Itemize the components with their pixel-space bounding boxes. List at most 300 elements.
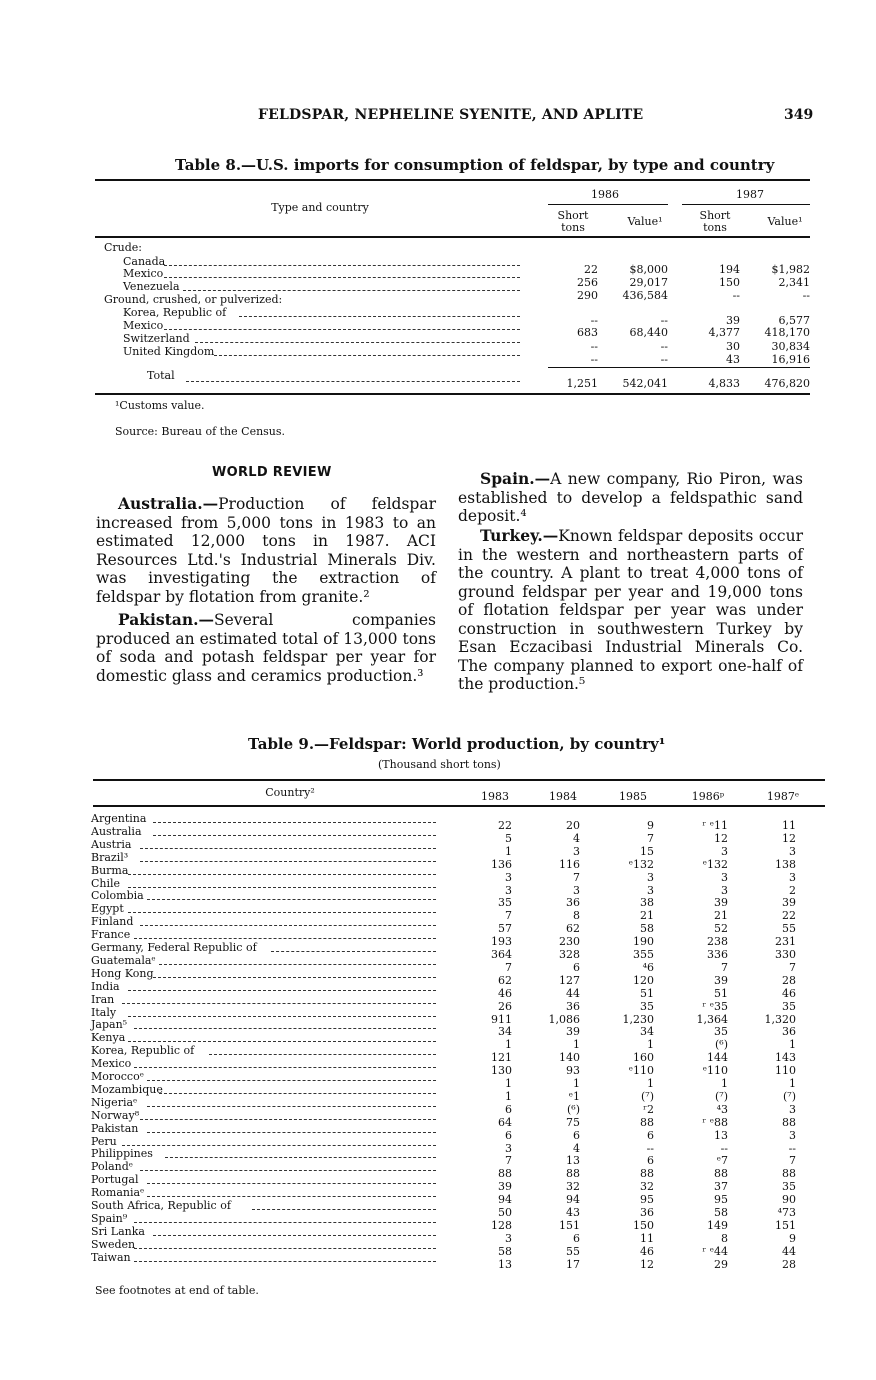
table9-cell: 3 xyxy=(647,883,654,897)
table9-cell: 3 xyxy=(721,870,728,884)
table9-cell: 7 xyxy=(647,831,654,845)
table9-cell: 12 xyxy=(714,831,728,845)
table9-cell: 3 xyxy=(789,1102,796,1116)
table8-cell: 418,170 xyxy=(764,326,810,339)
table9-cell: 4 xyxy=(573,831,580,845)
table9-cell: 3 xyxy=(573,883,580,897)
table9-cell: 1 xyxy=(647,1077,654,1090)
table9-cell: 17 xyxy=(566,1257,580,1271)
table9-cell: 1 xyxy=(505,844,512,858)
table9-cell: 95 xyxy=(640,1193,654,1207)
spain-head: Spain.— xyxy=(480,469,551,488)
table9-country: South Africa, Republic of xyxy=(91,1199,231,1212)
table9-cell: 336 xyxy=(707,948,728,961)
table9-cell: 58 xyxy=(640,922,654,936)
table8-cell: -- xyxy=(732,289,740,302)
table9-country: Burma xyxy=(91,863,129,877)
table8-cell: -- xyxy=(802,289,810,302)
table9-cell: 75 xyxy=(566,1115,580,1129)
table9-cell: 1 xyxy=(573,1038,580,1052)
table8-short-tons-1986: Short tons xyxy=(557,209,589,234)
table9-cell: ⁴6 xyxy=(642,960,654,974)
table9-cell: -- xyxy=(720,1141,728,1155)
table8-cell: -- xyxy=(660,340,668,353)
table9-cell: 6 xyxy=(573,960,580,974)
table9-cell: 6 xyxy=(647,1128,654,1142)
table9-row-leader xyxy=(134,1067,436,1068)
table9-cell: 51 xyxy=(640,986,654,1000)
table9-cell: 35 xyxy=(782,1180,796,1194)
table9-cell: 6 xyxy=(573,1231,580,1245)
table9-cell: 127 xyxy=(559,973,580,987)
table8-cell: -- xyxy=(660,353,668,366)
table9-country: Colombia xyxy=(91,889,144,903)
table9-cell: 138 xyxy=(775,857,796,871)
table9-row-leader xyxy=(153,822,436,823)
table9-cell: ᵉ1 xyxy=(568,1089,580,1103)
table9-row-leader xyxy=(165,1157,436,1158)
table9-country: France xyxy=(91,928,131,942)
table9-cell: 88 xyxy=(782,1167,796,1181)
table9-cell: 4 xyxy=(573,1141,580,1155)
table9-country: Taiwan xyxy=(91,1250,131,1264)
table8-total-rule xyxy=(548,367,810,368)
table9-cell: 7 xyxy=(789,1154,796,1168)
table8-cell: 30 xyxy=(726,340,740,353)
table9-cell: 36 xyxy=(640,1206,654,1219)
table8-row-leader xyxy=(183,290,520,291)
table9-cell: 32 xyxy=(566,1180,580,1194)
table8-source: Source: Bureau of the Census. xyxy=(115,425,286,438)
table8-total-leader xyxy=(186,381,520,382)
running-head: FELDSPAR, NEPHELINE SYENITE, AND APLITE xyxy=(258,107,644,123)
table9-cell: 13 xyxy=(714,1128,728,1142)
table8-year1-rule xyxy=(548,204,668,205)
table8-cell: 256 xyxy=(577,276,598,289)
table9-row-leader xyxy=(147,1080,436,1081)
table9-cell: 58 xyxy=(714,1206,728,1219)
table9-cell: (⁷) xyxy=(641,1089,654,1103)
table9-country: Austria xyxy=(91,837,132,851)
table8-row-leader xyxy=(164,265,520,266)
table9-country: Norway⁸ xyxy=(91,1108,140,1122)
table9-cell: 6 xyxy=(647,1154,654,1168)
spain-text: A new company, Rio Piron, was established to develop a feldspathic sand deposit.⁴ xyxy=(458,470,803,525)
table8-total-cell: 4,833 xyxy=(708,377,740,390)
table9-subtitle: (Thousand short tons) xyxy=(378,758,501,771)
table9-country: Australia xyxy=(91,824,142,838)
table9-cell: 88 xyxy=(782,1115,796,1129)
table9-cell: 21 xyxy=(640,909,654,923)
table9-cell: 151 xyxy=(775,1218,796,1232)
table8-cell: -- xyxy=(590,314,598,327)
table9-cell: 39 xyxy=(566,1025,580,1039)
table9-cell: 15 xyxy=(640,844,654,858)
table8-cell: 2,341 xyxy=(778,276,810,289)
table9-cell: 1,086 xyxy=(548,1012,580,1026)
table9-cell: 64 xyxy=(498,1115,512,1129)
table9-cell: ʳ2 xyxy=(643,1102,654,1116)
table9-cell: 3 xyxy=(721,883,728,897)
table8-cell: 68,440 xyxy=(629,326,668,339)
table8-cell: 436,584 xyxy=(622,289,668,302)
table9-cell: 34 xyxy=(640,1025,654,1039)
table9-cell: (⁷) xyxy=(783,1089,796,1103)
table8-value-1986: Value¹ xyxy=(627,215,663,228)
table9-cell: 3 xyxy=(505,883,512,897)
table9-top-rule xyxy=(93,779,825,781)
table8-total-cell: 1,251 xyxy=(566,377,598,390)
table9-row-leader xyxy=(271,951,436,952)
table9-row-leader xyxy=(134,1028,436,1029)
table9-row-leader xyxy=(128,874,436,875)
table9-row-leader xyxy=(159,964,436,965)
table9-cell: 39 xyxy=(498,1180,512,1194)
table9-cell: 37 xyxy=(714,1180,728,1194)
table9-cell: 231 xyxy=(775,935,796,949)
table9-cell: 3 xyxy=(789,1128,796,1142)
table9-cell: 6 xyxy=(505,1102,512,1116)
table9-cell: 13 xyxy=(498,1257,512,1271)
table9-cell: 193 xyxy=(491,935,512,949)
table9-row-leader xyxy=(252,1209,436,1210)
table9-cell: 8 xyxy=(573,909,580,923)
table9-row-leader xyxy=(147,1196,436,1197)
table9-cell: 1,364 xyxy=(696,1012,728,1026)
table8-header-rule xyxy=(95,236,810,238)
table9-cell: 911 xyxy=(491,1012,512,1026)
table9-cell: 38 xyxy=(640,896,654,910)
table8-row-leader xyxy=(214,355,520,356)
table9-cell: 29 xyxy=(714,1257,728,1271)
table9-cell: 7 xyxy=(505,960,512,974)
table9-cell: 136 xyxy=(491,857,512,871)
table9-country: Spain⁹ xyxy=(91,1211,128,1225)
table8-row-label: Switzerland xyxy=(123,332,190,345)
table9-cell: 7 xyxy=(505,909,512,923)
table9-cell: 39 xyxy=(714,973,728,987)
table9-country: Peru xyxy=(91,1134,117,1148)
table8-cell: -- xyxy=(590,353,598,366)
table9-cell: ᵉ7 xyxy=(716,1154,728,1168)
table8-cell: 29,017 xyxy=(629,276,668,289)
table9-country: Moroccoᵉ xyxy=(91,1070,144,1083)
table9-country: Polandᵉ xyxy=(91,1160,134,1174)
table9-cell: 9 xyxy=(647,819,654,832)
table8-total-label: Total xyxy=(147,369,175,382)
table8-cell: 6,577 xyxy=(778,314,810,327)
table9-country: India xyxy=(91,979,120,993)
australia-head: Australia.— xyxy=(118,494,219,513)
table9-cell: 151 xyxy=(559,1218,580,1232)
table9-cell: 94 xyxy=(566,1193,580,1207)
table9-country: Hong Kong xyxy=(91,966,154,980)
table9-country: Pakistan xyxy=(91,1121,139,1135)
table8-cell: 16,916 xyxy=(771,353,810,366)
australia-text: Production of feldspar increased from 5,000 tons in 1983 to an estimated 12,000 tons in 1987. ACI Resources Ltd.'s Industrial Minerals Div. was investigating the extraction of feldspar by flotation from granite.² xyxy=(96,495,436,606)
table9-cell: 1 xyxy=(789,1038,796,1052)
table9-cell: 140 xyxy=(559,1051,580,1065)
table9-cell: 32 xyxy=(640,1180,654,1194)
table9-cell: 11 xyxy=(640,1231,654,1245)
table9-cell: 35 xyxy=(498,896,512,910)
table8-row-leader xyxy=(164,277,520,278)
table9-cell: 95 xyxy=(714,1193,728,1207)
table9-country: Iran xyxy=(91,992,115,1006)
table9-cell: 7 xyxy=(721,960,728,974)
table9-cell: 46 xyxy=(498,986,512,1000)
table8-cell: $1,982 xyxy=(771,263,810,276)
table9-row-leader xyxy=(147,1106,436,1107)
table8-title: Table 8.—U.S. imports for consumption of feldspar, by type and country xyxy=(175,156,775,174)
table8-year2: 1987 xyxy=(736,188,764,201)
table9-cell: 121 xyxy=(491,1051,512,1065)
table9-cell: 44 xyxy=(782,1244,796,1258)
table9-cell: 12 xyxy=(640,1257,654,1271)
table9-cell: 3 xyxy=(505,870,512,884)
table9-header-rule xyxy=(93,805,825,807)
table9-cell: 90 xyxy=(782,1193,796,1207)
table9-cell: 88 xyxy=(498,1167,512,1181)
table8-row-label: Korea, Republic of xyxy=(123,306,227,319)
table9-row-leader xyxy=(153,835,436,836)
table8-row-label: Ground, crushed, or pulverized: xyxy=(104,293,283,306)
table9-country: Mexico xyxy=(91,1057,132,1071)
table9-cell: -- xyxy=(788,1141,796,1155)
table9-country: Argentina xyxy=(91,812,147,825)
table9-row-leader xyxy=(128,1041,436,1042)
table9-cell: 1 xyxy=(573,1077,580,1090)
table9-cell: 62 xyxy=(566,922,580,936)
table8-row-label: Venezuela xyxy=(123,280,180,293)
table9-cell: 1 xyxy=(505,1077,512,1090)
table8-cell: -- xyxy=(660,314,668,327)
table9-country: Korea, Republic of xyxy=(91,1044,195,1058)
table8-total-cell: 476,820 xyxy=(764,377,810,390)
table8-footnote: ¹Customs value. xyxy=(115,399,205,412)
table8-col-label: Type and country xyxy=(271,201,369,214)
table9-cell: 93 xyxy=(566,1064,580,1078)
table9-country: Japan⁵ xyxy=(91,1018,128,1032)
table9-country: Nigeriaᵉ xyxy=(91,1095,138,1109)
australia-paragraph xyxy=(96,495,436,606)
table9-cell: 3 xyxy=(573,844,580,858)
table9-row-leader xyxy=(140,925,436,926)
table9-cell: ʳ ᵉ11 xyxy=(702,819,728,832)
table9-cell: 1 xyxy=(789,1077,796,1090)
table8-cell: 683 xyxy=(577,326,598,339)
table9-header-1987: 1987ᵉ xyxy=(766,790,800,803)
table9-cell: 35 xyxy=(714,1025,728,1039)
table8-cell: 39 xyxy=(726,314,740,327)
table9-cell: ᵉ132 xyxy=(702,857,728,871)
table9-cell: 28 xyxy=(782,973,796,987)
table8-cell: 150 xyxy=(719,276,740,289)
table9-country: Chile xyxy=(91,876,121,890)
table9-cell: 36 xyxy=(566,999,580,1013)
table8-row-label: Mexico xyxy=(123,319,164,332)
table9-cell: 44 xyxy=(566,986,580,1000)
table9-row-leader xyxy=(147,1132,436,1133)
table9-cell: 13 xyxy=(566,1154,580,1168)
table9-cell: 55 xyxy=(782,922,796,936)
table9-cell: 39 xyxy=(782,896,796,910)
table9-cell: 12 xyxy=(782,831,796,845)
table9-cell: 51 xyxy=(714,986,728,1000)
table9-cell: ʳ ᵉ88 xyxy=(702,1115,728,1129)
table9-cell: 46 xyxy=(782,986,796,1000)
table9-cell: 3 xyxy=(789,844,796,858)
table9-cell: 6 xyxy=(573,1128,580,1142)
table9-cell: 35 xyxy=(640,999,654,1013)
table9-country: Sweden xyxy=(91,1237,136,1251)
table9-cell: 3 xyxy=(789,870,796,884)
table9-cell: 144 xyxy=(707,1051,728,1065)
table9-cell: 46 xyxy=(640,1244,654,1258)
table9-cell: 88 xyxy=(640,1167,654,1181)
table9-cell: -- xyxy=(646,1141,654,1155)
table9-cell: 88 xyxy=(566,1167,580,1181)
table9-cell: 36 xyxy=(782,1025,796,1039)
table9-cell: 43 xyxy=(566,1206,580,1219)
pakistan-head: Pakistan.— xyxy=(118,610,215,629)
table9-row-leader xyxy=(134,938,436,939)
table9-cell: ⁴73 xyxy=(777,1206,796,1219)
table9-cell: 190 xyxy=(633,935,654,949)
table9-cell: ⁴3 xyxy=(716,1102,728,1116)
table9-cell: ʳ ᵉ44 xyxy=(702,1244,728,1258)
table9-cell: 57 xyxy=(498,922,512,936)
table9-header-1983: 1983 xyxy=(481,790,509,803)
table9-row-leader xyxy=(140,1119,436,1120)
table9-cell: ʳ ᵉ35 xyxy=(702,999,728,1013)
table9-country: Finland xyxy=(91,915,134,929)
table9-row-leader xyxy=(140,848,436,849)
table9-cell: 22 xyxy=(782,909,796,923)
table9-cell: 3 xyxy=(721,844,728,858)
table9-row-leader xyxy=(128,990,436,991)
table8-short-tons-1987: Short tons xyxy=(699,209,731,234)
table9-cell: 58 xyxy=(498,1244,512,1258)
table8-total-cell: 542,041 xyxy=(622,377,668,390)
table9-cell: 55 xyxy=(566,1244,580,1258)
table8-row-label: Crude: xyxy=(104,241,143,254)
table9-row-leader xyxy=(122,1003,436,1004)
table9-row-leader xyxy=(128,912,436,913)
table8-row-label: United Kingdom xyxy=(123,345,215,358)
table9-cell: 3 xyxy=(505,1231,512,1245)
table9-cell: (⁶) xyxy=(567,1102,580,1116)
table8-cell: 194 xyxy=(719,263,740,276)
table9-cell: 7 xyxy=(573,870,580,884)
table8-year2-rule xyxy=(682,204,810,205)
table9-cell: 6 xyxy=(505,1128,512,1142)
table9-title: Table 9.—Feldspar: World production, by country¹ xyxy=(248,735,666,753)
spain-paragraph xyxy=(458,470,803,526)
table9-cell: 1 xyxy=(505,1089,512,1103)
table9-cell: 34 xyxy=(498,1025,512,1039)
table9-row-leader xyxy=(147,899,436,900)
table9-country: Guatemalaᵉ xyxy=(91,953,156,967)
table9-cell: 1 xyxy=(721,1077,728,1090)
table9-cell: 50 xyxy=(498,1206,512,1219)
table9-cell: 328 xyxy=(559,948,580,961)
table9-cell: 7 xyxy=(505,1154,512,1168)
table9-cell: 143 xyxy=(775,1051,796,1065)
table9-row-leader xyxy=(159,1093,436,1094)
table9-header-1984: 1984 xyxy=(549,790,577,803)
table9-cell: ᵉ110 xyxy=(702,1064,728,1078)
table9-cell: 2 xyxy=(789,883,796,897)
table9-cell: 88 xyxy=(714,1167,728,1181)
table9-cell: 5 xyxy=(505,831,512,845)
table9-cell: ᵉ132 xyxy=(628,857,654,871)
table9-row-leader xyxy=(122,1145,436,1146)
table9-country: Brazil³ xyxy=(91,850,129,864)
table9-cell: 7 xyxy=(789,960,796,974)
table9-row-leader xyxy=(134,1261,436,1262)
table9-row-leader xyxy=(209,1054,436,1055)
table9-cell: 26 xyxy=(498,999,512,1013)
page-number: 349 xyxy=(784,107,814,123)
table9-cell: 160 xyxy=(633,1051,654,1065)
table9-row-leader xyxy=(147,1183,436,1184)
table9-cell: 62 xyxy=(498,973,512,987)
turkey-paragraph xyxy=(458,527,803,694)
table9-cell: 8 xyxy=(721,1231,728,1245)
table8-top-rule xyxy=(95,179,810,181)
table9-country: Philippines xyxy=(91,1147,153,1161)
table8-cell: 22 xyxy=(584,263,598,276)
table9-cell: 3 xyxy=(505,1141,512,1155)
table8-row-leader xyxy=(164,329,520,330)
table9-cell: 355 xyxy=(633,948,654,961)
table9-cell: 52 xyxy=(714,922,728,936)
table9-cell: 1,320 xyxy=(764,1012,796,1026)
table8-cell: 4,377 xyxy=(708,326,740,339)
table9-country: Mozambique xyxy=(91,1082,163,1096)
table9-country: Kenya xyxy=(91,1031,126,1045)
table9-cell: (⁷) xyxy=(715,1089,728,1103)
table9-cell: (⁶) xyxy=(715,1038,728,1052)
table9-cell: 22 xyxy=(498,819,512,832)
table9-cell: 150 xyxy=(633,1218,654,1232)
table9-country: Egypt xyxy=(91,902,124,916)
table9-row-leader xyxy=(140,1170,436,1171)
table9-cell: 20 xyxy=(566,819,580,832)
table9-cell: 21 xyxy=(714,909,728,923)
table8-value-1987: Value¹ xyxy=(767,215,803,228)
table9-cell: 1 xyxy=(647,1038,654,1052)
table9-country: Portugal xyxy=(91,1173,139,1187)
table9-cell: 1,230 xyxy=(622,1012,654,1026)
table9-row-leader xyxy=(134,1248,436,1249)
table8-year1: 1986 xyxy=(591,188,619,201)
table9-cell: 39 xyxy=(714,896,728,910)
table9-header-1986: 1986ᵖ xyxy=(691,790,725,803)
table9-country: Sri Lanka xyxy=(91,1224,145,1238)
table9-cell: 28 xyxy=(782,1257,796,1271)
table9-cell: 88 xyxy=(640,1115,654,1129)
table9-cell: 94 xyxy=(498,1193,512,1207)
table9-cell: 9 xyxy=(789,1231,796,1245)
pakistan-text: Several companies produced an estimated total of 13,000 tons of soda and potash feldspar per year for domestic glass and ceramics production.³ xyxy=(96,611,436,685)
table9-cell: 1 xyxy=(505,1038,512,1052)
table9-country: Italy xyxy=(91,1005,117,1019)
turkey-head: Turkey.— xyxy=(480,526,559,545)
table9-country: Germany, Federal Republic of xyxy=(91,941,257,954)
table8-cell: $8,000 xyxy=(629,263,668,276)
